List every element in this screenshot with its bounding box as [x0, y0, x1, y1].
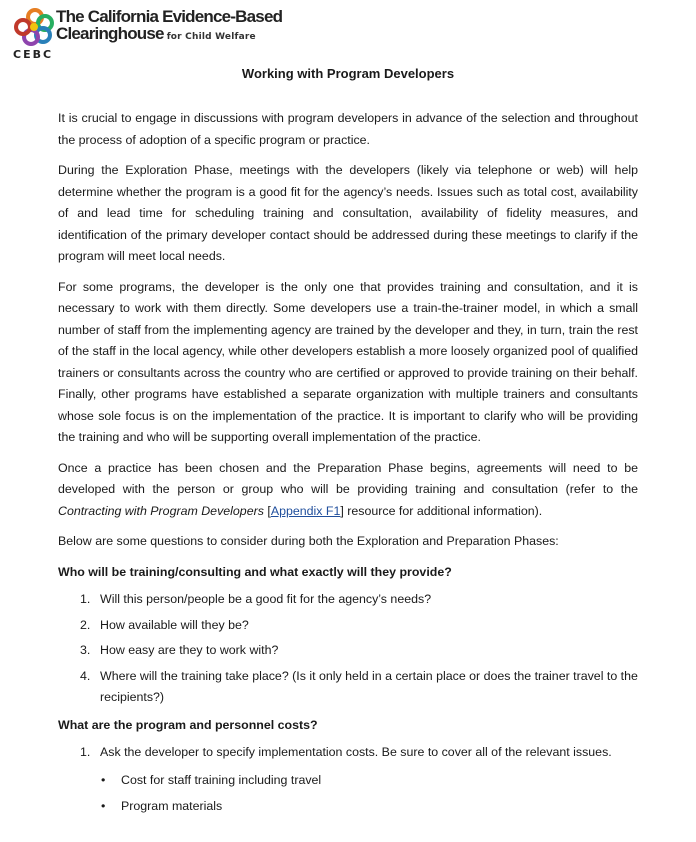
list-item: [58, 640, 638, 662]
list-item-text: Where will the training take place? (Is it only held in a certain place or does the trainer travel to the recipients?): [100, 668, 638, 704]
bullet-symbol: •: [101, 772, 106, 787]
list-item: [58, 742, 638, 764]
list-item-text: Ask the developer to specify implementation costs. Be sure to cover all of the relevant issues.: [100, 745, 612, 759]
document-body: [58, 108, 638, 823]
list-item-text: How easy are they to work with?: [100, 643, 279, 657]
costs-questions-list: [58, 742, 638, 764]
org-name-line1: The California Evidence-Based: [56, 7, 283, 26]
bracket-open: [: [263, 503, 271, 518]
logo-petal: [16, 20, 30, 34]
paragraph-questions-intro: Below are some questions to consider during both the Exploration and Preparation Phases:: [58, 534, 559, 548]
org-name-line2: [56, 24, 256, 44]
page-header: [10, 6, 310, 62]
bullet-item-text: Program materials: [121, 799, 223, 813]
resource-title: Contracting with Program Developers: [58, 503, 264, 518]
training-questions-list: [58, 589, 638, 709]
org-name-clearinghouse: Clearinghouse: [56, 24, 164, 43]
list-number: 4.: [80, 668, 91, 683]
org-tagline: for Child Welfare: [166, 32, 256, 42]
list-item: [58, 589, 638, 611]
page-title: Working with Program Developers: [241, 66, 455, 81]
list-item-text: Will this person/people be a good fit for the agency’s needs?: [100, 592, 432, 606]
logo-center: [30, 23, 38, 31]
paragraph-preparation-end: ] resource for additional information).: [340, 503, 543, 518]
list-number: 1.: [80, 745, 91, 759]
bullet-item-text: Cost for staff training including travel: [121, 772, 322, 787]
list-number: 1.: [80, 592, 91, 606]
list-item: [58, 666, 638, 709]
paragraph-training-models: For some programs, the developer is the only one that provides training and consultation, and it is necessary to work with them directly. Some developers use a train-the-trainer model, in which a small number of staff from the implementing agency are trained by the developer and they, in turn, train the rest of the staff in the local agency, while other developers establish a more loosely organized pool of qualified trainers or consultants across the country who are certified or approved to provide training on their behalf. Finally, other programs have established a separate organization with multiple trainers and consultants whose sole focus is on the implementation of the practice. It is important to clarify who will be providing the training and who will be supporting overall implementation of the practice.: [58, 279, 638, 444]
section-heading-costs: What are the program and personnel costs?: [58, 717, 318, 732]
paragraph-preparation: [58, 458, 638, 523]
list-item: [58, 615, 638, 637]
bullet-item: [58, 796, 638, 818]
cebc-flower-logo-icon: [12, 8, 58, 48]
section-heading-training: Who will be training/consulting and what exactly will they provide?: [58, 564, 452, 579]
bullet-item: [58, 770, 638, 792]
list-number: 3.: [80, 643, 91, 657]
costs-bullet-list: [58, 770, 638, 818]
paragraph-exploration: During the Exploration Phase, meetings with the developers (likely via telephone or web) will help determine whether the program is a good fit for the agency’s needs. Issues such as total cost, availability of and lead time for scheduling training and consultation, availability of fidelity measures, and identification of the primary developer contact should be addressed during these meetings to clarify if the program will meet local needs.: [58, 163, 638, 263]
list-item-text: How available will they be?: [100, 617, 249, 632]
org-acronym: CEBC: [13, 48, 54, 61]
paragraph-preparation-text: Once a practice has been chosen and the Preparation Phase begins, agreements will need to be developed with the person or group who will be providing training and consultation (refer to the: [58, 460, 638, 496]
list-number: 2.: [80, 617, 91, 632]
bullet-symbol: •: [101, 799, 106, 813]
appendix-f1-link[interactable]: Appendix F1: [270, 503, 341, 518]
paragraph-intro: It is crucial to engage in discussions with program developers in advance of the selection and throughout the process of adoption of a specific program or practice.: [58, 111, 638, 147]
